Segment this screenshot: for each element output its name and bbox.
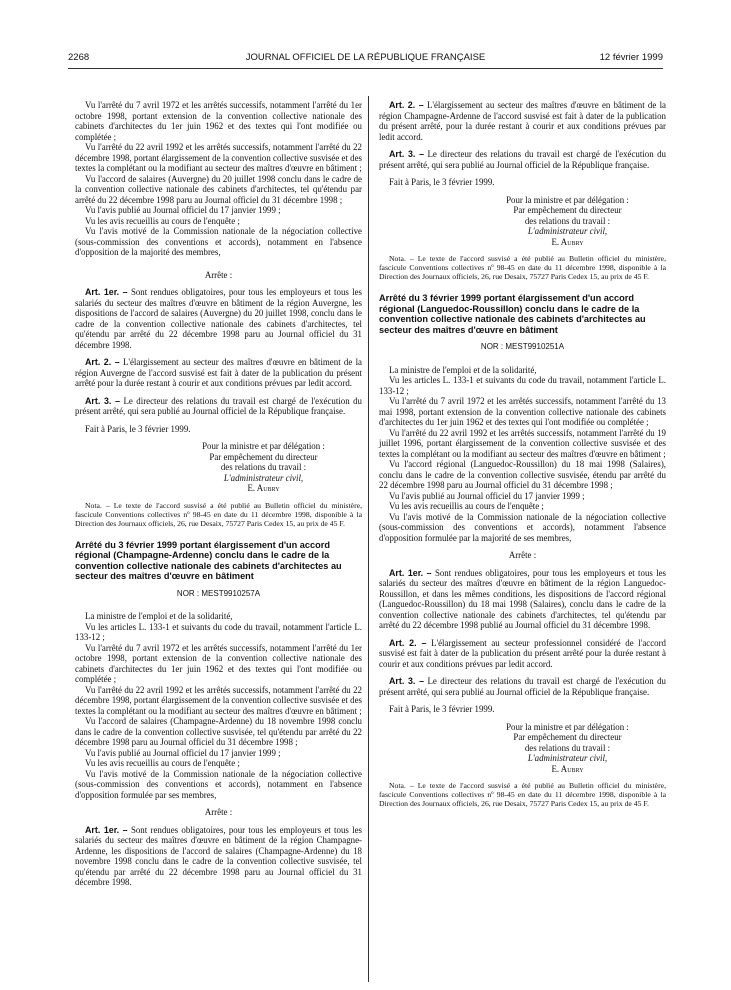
article-text: Sont rendues obligatoires, pour tous les employeurs et tous les salariés du secteur des maîtres d'œuvre en bâtiment de la région Languedoc-Roussillon, et dans les mêmes conditions, les dispositions de l'accord régional (Languedoc-Roussillon) du 18 mai 1998 (Salaires), conclu dans le cadre de la convention collective nationale des cabinets d'architectes, tel qu'étendu par arrêté du 22 décembre 1998 publié au Journal officiel du 31 décembre 1998. bbox=[379, 567, 667, 630]
column-divider bbox=[368, 96, 369, 982]
article-text: Le directeur des relations du travail est chargé de l'exécution du présent arrêté, qui sera publié au Journal officiel de la République française. bbox=[379, 676, 666, 697]
visa-paragraph: Vu l'avis publié au Journal officiel du 17 janvier 1999 ; bbox=[389, 490, 585, 501]
article-text: L'élargissement au secteur des maîtres d'œuvre en bâtiment de la région Auvergne de l'accord susvisé est fait à dater de la publication du présent arrêté pour la durée restant à courir et aux conditions prévues par ledit accord. bbox=[75, 357, 362, 388]
arrete-heading: Arrête : bbox=[204, 807, 233, 817]
article-label: Art. 3. – bbox=[389, 149, 425, 159]
page-number: 2268 bbox=[68, 52, 90, 63]
signature-line: Pour la ministre et par délégation : bbox=[202, 441, 325, 451]
minister-line: La ministre de l'emploi et de la solidarité, bbox=[85, 611, 233, 621]
signature-line: Par empêchement du directeur bbox=[513, 205, 622, 215]
article-2 bbox=[379, 100, 666, 142]
article-3 bbox=[379, 149, 666, 170]
signatory-name: E. Aubry bbox=[551, 763, 584, 774]
article-label: Art. 3. – bbox=[85, 395, 121, 406]
visa-paragraph: Vu l'arrêté du 22 avril 1992 et les arrêtés successifs, notamment l'arrêté du 22 décembre 1998, portant élargissement de la convention collective susvisée et des textes la complétant ou la modifiant au secteur des maîtres d'œuvre en bâtiment ; bbox=[75, 684, 362, 716]
visa-paragraph: Vu les avis recueillis au cours de l'enquête ; bbox=[389, 501, 544, 511]
minister-line: La ministre de l'emploi et de la solidarité, bbox=[389, 364, 537, 375]
visa-paragraph: Vu l'arrêté du 7 avril 1972 et les arrêtés successifs, notamment l'arrêté du 1er octobre 1998, portant extension de la convention collective nationale des cabinets d'architectes du 1er juin 1962 et des textes qui l'ont modifiée ou complétée ; bbox=[75, 100, 362, 142]
nor-reference: NOR : MEST9910251A bbox=[480, 342, 565, 351]
right-column bbox=[379, 100, 666, 808]
signature-title: L'administrateur civil, bbox=[527, 753, 608, 763]
visa-paragraph: Vu l'accord de salaires (Auvergne) du 20 juillet 1998 conclu dans le cadre de la convention collective nationale des cabinets d'architectes, tel qu'étendu par arrêté du 22 décembre 1998 paru au Journal officiel du 31 décembre 1998 ; bbox=[75, 173, 362, 205]
signature-title: L'administrateur civil, bbox=[223, 472, 304, 483]
visa-paragraph: Vu les avis recueillis au cours de l'enquête ; bbox=[85, 758, 240, 768]
signature-line: des relations du travail : bbox=[524, 215, 611, 226]
article-text: Le directeur des relations du travail est chargé de l'exécution du présent arrêté, qui sera publié au Journal officiel de la République française. bbox=[75, 395, 362, 416]
signature-line: Par empêchement du directeur bbox=[513, 732, 622, 742]
visa-paragraph: Vu l'accord de salaires (Champagne-Ardenne) du 18 novembre 1998 conclu dans le cadre de la convention collective susvisée, tel qu'étendu par arrêté du 22 décembre 1998 paru au Journal officiel du 31 décembre 1998 ; bbox=[75, 716, 362, 747]
article-1 bbox=[379, 568, 666, 631]
signature-date: Fait à Paris, le 3 février 1999. bbox=[85, 423, 191, 434]
article-label: Art. 2. – bbox=[85, 357, 120, 367]
journal-title: JOURNAL OFFICIEL DE LA RÉPUBLIQUE FRANÇAISE bbox=[245, 52, 486, 63]
visa-paragraph: Vu l'arrêté du 7 avril 1972 et les arrêtés successifs, notamment l'arrêté du 1er octobre 1998, portant extension de la convention collective nationale des cabinets d'architectes du 1er juin 1962 et des textes qui l'ont modifiée ou complétée ; bbox=[75, 642, 362, 684]
signature-line: des relations du travail : bbox=[524, 742, 611, 753]
visa-paragraph: Vu les articles L. 133-1 et suivants du code du travail, notamment l'article L. 133-12 ; bbox=[75, 621, 362, 642]
visa-paragraph: Vu l'arrêté du 22 avril 1992 et les arrêtés successifs, notamment l'arrêté du 19 juillet 1996, portant élargissement de la convention collective susvisée et des textes la complétant ou la modifiant au secteur des maîtres d'œuvre en bâtiment ; bbox=[379, 427, 666, 459]
visa-paragraph: Vu les articles L. 133-1 et suivants du code du travail, notamment l'article L. 133-12 ; bbox=[379, 375, 666, 396]
article-2 bbox=[75, 357, 362, 389]
visa-paragraph: Vu l'accord régional (Languedoc-Roussillon) du 18 mai 1998 (Salaires), conclu dans le cadre de la convention collective susvisée, étendu par arrêté du 22 décembre 1998 paru au Journal officiel du 31 décembre 1998 ; bbox=[379, 459, 666, 490]
nota: Nota. – Le texte de l'accord susvisé a été publié au Bulletin officiel du ministère, fascicule Conventions collectives nº 98-45 en date du 11 décembre 1998, disponible à la Direction des Journaux officiels, 26, rue Desaix, 75727 Paris Cedex 15, au prix de 45 F. bbox=[379, 254, 666, 281]
article-label: Art. 1er. – bbox=[389, 567, 432, 578]
signature-title: L'administrateur civil, bbox=[527, 226, 608, 236]
article-3 bbox=[379, 676, 666, 697]
article-label: Art. 1er. – bbox=[85, 287, 128, 297]
article-label: Art. 3. – bbox=[389, 676, 425, 686]
signatory-name: E. Aubry bbox=[247, 483, 280, 493]
article-text: Sont rendues obligatoires, pour tous les employeurs et tous les salariés du secteur des maîtres d'œuvre en bâtiment de la région Auvergne, les dispositions de l'accord de salaires (Auvergne) du 20 juillet 1998, conclu dans le cadre de la convention collective nationale des cabinets d'architectes, tel qu'étendu par arrêté du 22 décembre 1998 paru au Journal officiel du 31 décembre 1998. bbox=[75, 287, 363, 350]
visa-paragraph: Vu l'avis motivé de la Commission nationale de la négociation collective (sous-commission des conventions et accords), notamment en l'absence d'opposition de la majorité des membres, bbox=[75, 226, 362, 257]
visa-paragraph: Vu l'avis motivé de la Commission nationale de la négociation collective (sous-commission des conventions et accords), notamment l'absence d'opposition formulée par la majorité de ses membres, bbox=[379, 511, 666, 543]
nota: Nota. – Le texte de l'accord susvisé a été publié au Bulletin officiel du ministère, fascicule Conventions collectives nº 98-45 en date du 11 décembre 1998, disponible à la Direction des Journaux officiels, 26, rue Desaix, 75727 Paris Cedex 15, au prix de 45 F. bbox=[75, 500, 362, 528]
arrete-heading: Arrête : bbox=[204, 269, 233, 280]
signatory-name: E. Aubry bbox=[551, 236, 584, 247]
article-text: L'élargissement au secteur professionnel considéré de l'accord susvisé est fait à dater de la publication du présent arrêté pour la durée restant à courir et aux conditions prévues par ledit accord. bbox=[379, 637, 666, 669]
signature-date: Fait à Paris, le 3 février 1999. bbox=[389, 177, 495, 187]
article-1 bbox=[75, 287, 362, 350]
header-rule bbox=[68, 68, 663, 69]
visa-paragraph: Vu l'avis publié au Journal officiel du 17 janvier 1999 ; bbox=[85, 205, 281, 215]
visa-paragraph: Vu l'arrêté du 7 avril 1972 et les arrêtés successifs, notamment l'arrêté du 13 mai 1998, portant extension de la convention collective nationale des cabinets d'architectes du 1er juin 1962 et des textes qui l'ont modifiée ou complétée ; bbox=[379, 396, 666, 427]
decree-title: Arrêté du 3 février 1999 portant élargissement d'un accord régional (Languedoc-Roussillon) conclu dans le cadre de la convention collective nationale des cabinets d'architectes au secteur des maîtres d'œuvre en bâtiment bbox=[379, 293, 646, 335]
page-header bbox=[68, 52, 663, 66]
article-2 bbox=[379, 638, 666, 670]
left-column bbox=[75, 100, 362, 888]
signature-line: Par empêchement du directeur bbox=[209, 451, 318, 462]
article-label: Art. 2. – bbox=[389, 100, 424, 110]
signature-line: Pour la ministre et par délégation : bbox=[506, 194, 629, 205]
arrete-heading: Arrête : bbox=[508, 550, 537, 560]
visa-paragraph: Vu les avis recueillis au cours de l'enquête ; bbox=[85, 215, 240, 226]
signature-line: Pour la ministre et par délégation : bbox=[506, 721, 629, 732]
article-1 bbox=[75, 825, 362, 888]
nota: Nota. – Le texte de l'accord susvisé a été publié au Bulletin officiel du ministère, fascicule Conventions collectives nº 98-45 en date du 11 décembre 1998, disponible à la Direction des Journaux officiels, 26, rue Desaix, 75727 Paris Cedex 15, au prix de 45 F. bbox=[379, 781, 666, 808]
article-label: Art. 1er. – bbox=[85, 824, 128, 835]
article-text: Sont rendues obligatoires, pour tous les employeurs et tous les salariés du secteur des maîtres d'œuvre en bâtiment de la région Champagne-Ardenne, les dispositions de l'accord de salaires (Champagne-Ardenne) du 18 novembre 1998 conclu dans le cadre de la convention collective susvisée, tel qu'étendu par arrêté du 22 décembre 1998 paru au Journal officiel du 31 décembre 1998. bbox=[75, 824, 363, 887]
signature-date: Fait à Paris, le 3 février 1999. bbox=[389, 704, 495, 714]
decree-title: Arrêté du 3 février 1999 portant élargissement d'un accord régional (Champagne-Ardenne) conclu dans le cadre de la convention collective nationale des cabinets d'architectes au secteur des maîtres d'œuvre en bâtiment bbox=[75, 539, 342, 581]
nor-reference: NOR : MEST9910257A bbox=[176, 588, 261, 598]
signature-line: des relations du travail : bbox=[220, 462, 307, 472]
issue-date: 12 février 1999 bbox=[599, 52, 663, 63]
article-label: Art. 2. – bbox=[389, 637, 427, 648]
article-3 bbox=[75, 396, 362, 417]
article-text: L'élargissement au secteur des maîtres d'œuvre en bâtiment de la région Champagne-Ardenne de l'accord susvisé est fait à dater de la publication du présent arrêté, pour la durée restant à courir et aux conditions prévues par ledit accord. bbox=[379, 100, 666, 142]
visa-paragraph: Vu l'avis motivé de la Commission nationale de la négociation collective (sous-commission des conventions et accords), notamment en l'absence d'opposition formulée par ses membres, bbox=[75, 768, 362, 800]
visa-paragraph: Vu l'avis publié au Journal officiel du 17 janvier 1999 ; bbox=[85, 747, 281, 758]
visa-paragraph: Vu l'arrêté du 22 avril 1992 et les arrêtés successifs, notamment l'arrêté du 22 décembre 1998, portant élargissement de la convention collective susvisée et des textes la complétant ou la modifiant au secteur des maîtres d'œuvre en bâtiment ; bbox=[75, 142, 362, 173]
article-text: Le directeur des relations du travail est chargé de l'exécution du présent arrêté, qui sera publié au Journal officiel de la République française. bbox=[379, 149, 666, 170]
